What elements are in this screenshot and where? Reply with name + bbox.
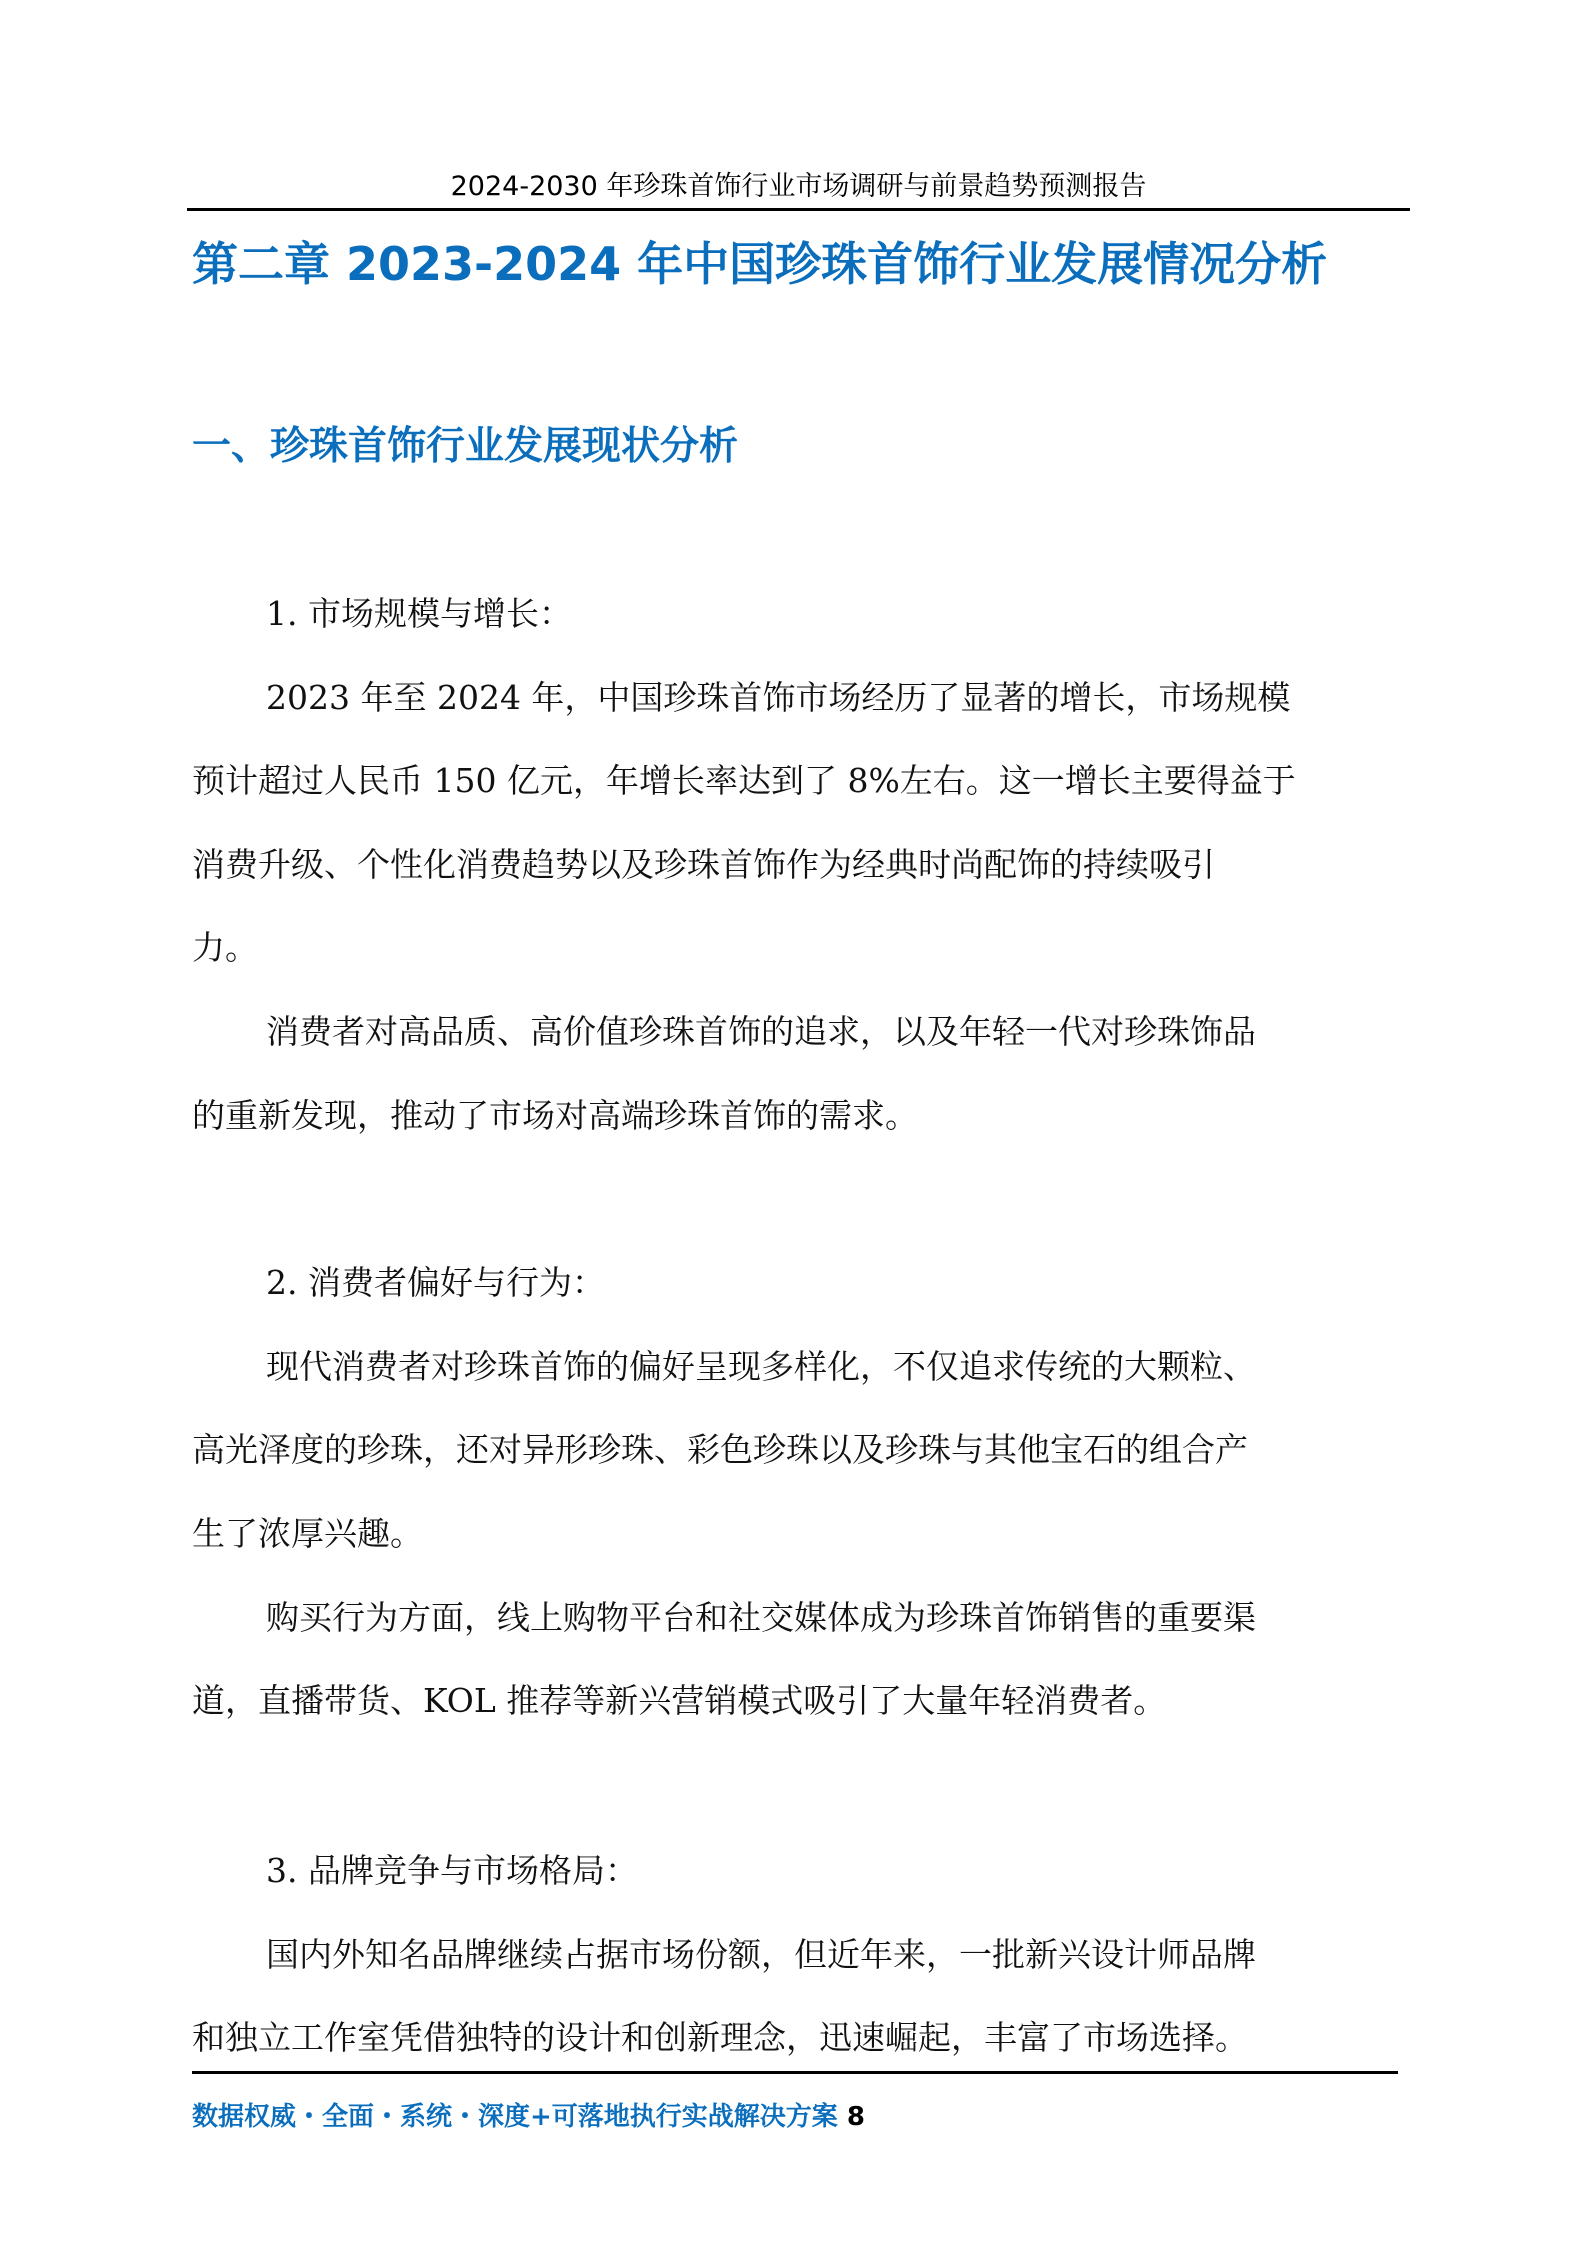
paragraph-line: 2023 年至 2024 年，中国珍珠首饰市场经历了显著的增长，市场规模 — [266, 678, 1291, 717]
paragraph-line: 购买行为方面，线上购物平台和社交媒体成为珍珠首饰销售的重要渠 — [266, 1598, 1256, 1637]
paragraph-line: 高光泽度的珍珠，还对异形珍珠、彩色珍珠以及珍珠与其他宝石的组合产 — [192, 1430, 1248, 1469]
section-title: 一、珍珠首饰行业发展现状分析 — [192, 424, 739, 469]
paragraph-line: 的重新发现，推动了市场对高端珍珠首饰的需求。 — [192, 1096, 918, 1135]
paragraph-line: 力。 — [192, 928, 258, 967]
running-header: 2024-2030 年珍珠首饰行业市场调研与前景趋势预测报告 — [450, 171, 1147, 202]
item-heading: 1. 市场规模与增长： — [266, 594, 572, 633]
paragraph-line: 消费升级、个性化消费趋势以及珍珠首饰作为经典时尚配饰的持续吸引 — [192, 845, 1215, 884]
paragraph-line: 消费者对高品质、高价值珍珠首饰的追求，以及年轻一代对珍珠饰品 — [266, 1012, 1256, 1051]
paragraph-line: 道，直播带货、KOL 推荐等新兴营销模式吸引了大量年轻消费者。 — [192, 1681, 1167, 1720]
item-heading: 3. 品牌竞争与市场格局： — [266, 1851, 638, 1890]
page-number: 8 — [846, 2102, 865, 2132]
header-rule — [187, 208, 1410, 211]
paragraph-line: 现代消费者对珍珠首饰的偏好呈现多样化，不仅追求传统的大颗粒、 — [266, 1347, 1256, 1386]
paragraph-line: 国内外知名品牌继续占据市场份额，但近年来，一批新兴设计师品牌 — [266, 1935, 1256, 1974]
footer-rule — [192, 2071, 1398, 2074]
footer — [192, 2096, 865, 2133]
paragraph-line: 和独立工作室凭借独特的设计和创新理念，迅速崛起，丰富了市场选择。 — [192, 2018, 1248, 2057]
paragraph-line: 预计超过人民币 150 亿元，年增长率达到了 8%左右。这一增长主要得益于 — [192, 761, 1296, 800]
footer-slogan: 数据权威・全面・系统・深度+可落地执行实战解决方案 — [192, 2102, 838, 2132]
paragraph-line: 生了浓厚兴趣。 — [192, 1514, 423, 1553]
item-heading: 2. 消费者偏好与行为： — [266, 1263, 605, 1302]
chapter-title: 第二章 2023-2024 年中国珍珠首饰行业发展情况分析 — [192, 237, 1328, 291]
